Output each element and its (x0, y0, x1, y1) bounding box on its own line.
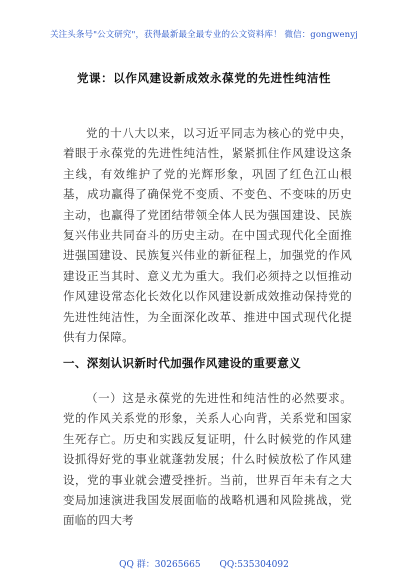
section-paragraph: （一）这是永葆党的先进性和纯洁性的必然要求。党的作风关系党的形象，关系人心向背，关系党和国家生死存亡。历史和实践反复证明，什么时候党的作风建设抓得好党的事业就蓬勃发展；什么时候放松了作风建设，党的事业就会遭受挫折。当前，世界百年未有之大变局加速演进我国发展面临的战略机遇和风险挑战，党面临的四大考 (63, 391, 352, 528)
section-paragraph-block (63, 388, 352, 531)
intro-paragraph-block (63, 123, 352, 347)
footer-contact (0, 557, 408, 570)
section-heading: 一、深刻认识新时代加强作风建设的重要意义 (63, 356, 301, 370)
header-banner: 关注头条号"公文研究"，获得最新最全最专业的公文资料库！ 微信：gongwenyj (50, 30, 358, 40)
document-title: 党课：以作风建设新成效永葆党的先进性纯洁性 (76, 71, 332, 85)
footer-qq-group: QQ 群：30265665 (119, 560, 201, 570)
footer-qq: QQ:535304092 (219, 560, 289, 570)
intro-paragraph: 党的十八大以来，以习近平同志为核心的党中央，着眼于永葆党的先进性纯洁性，紧紧抓住作风建设这条主线，有效维护了党的光辉形象，巩固了红色江山根基，成功赢得了确保党不变质、不变色、不变味的历史主动，也赢得了党团结带领全体人民为强国建设、民族复兴伟业共同奋斗的历史主动。在中国式现代化全面推进强国建设、民族复兴伟业的新征程上，加强党的作风建设正当其时、意义尤为重大。我们必须持之以恒推动作风建设常态化长效化以作风建设新成效推动保持党的先进性纯洁性，为全面深化改革、推进中国式现代化提供有力保障。 (63, 126, 352, 345)
